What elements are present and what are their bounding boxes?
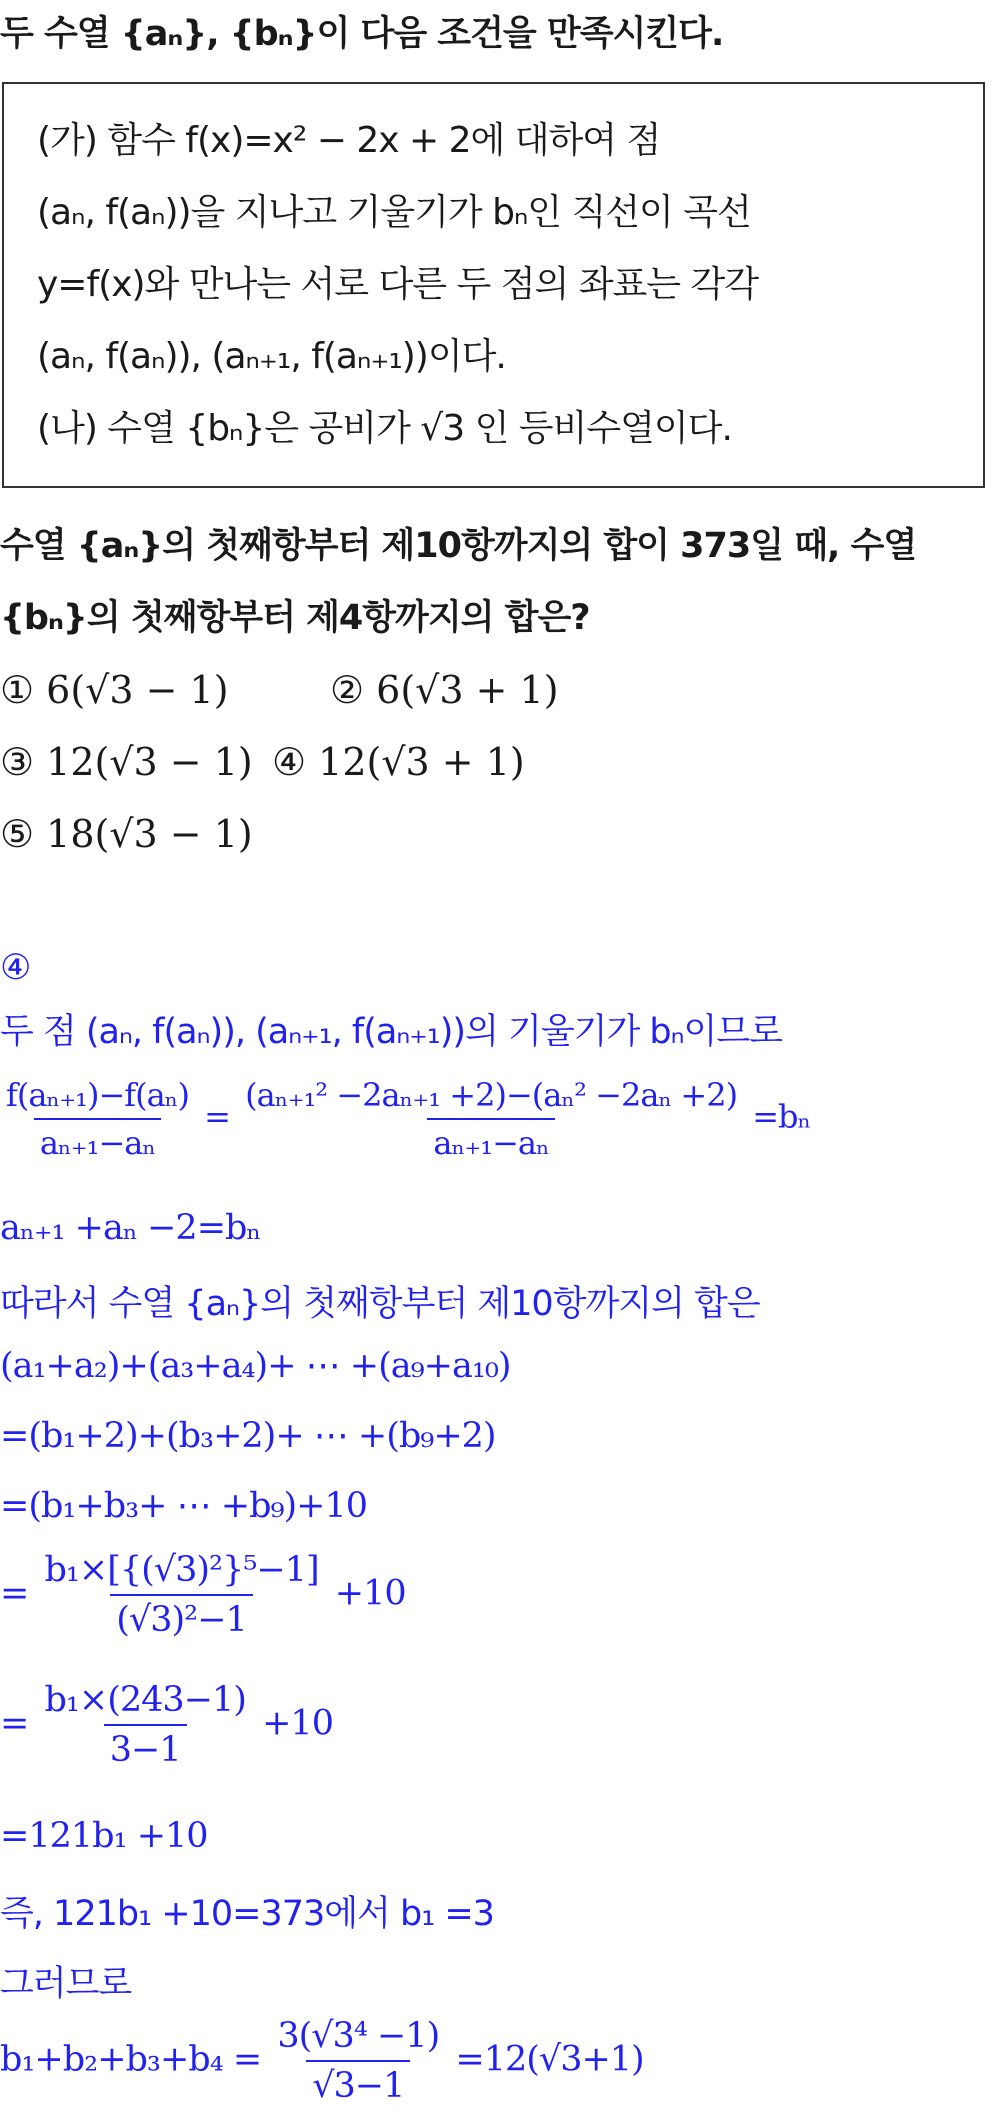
condition-na: (나) 수열 {bₙ}은 공비가 √3 인 등비수열이다. <box>37 408 732 449</box>
fraction-simplified-denominator: 3−1 <box>104 1724 187 1770</box>
condition-ga-line-2: (aₙ, f(aₙ))을 지나고 기울기가 bₙ인 직선이 곡선 <box>37 192 751 233</box>
solution-final-equation <box>0 2016 644 2106</box>
condition-ga-line-3: y=f(x)와 만나는 서로 다른 두 점의 좌표는 각각 <box>37 264 759 305</box>
choice-1[interactable]: ① 6(√3 − 1) <box>0 668 229 712</box>
problem-intro: 두 수열 {aₙ}, {bₙ}이 다음 조건을 만족시킨다. <box>0 14 724 54</box>
equation-rhs: =bₙ <box>752 1097 811 1136</box>
fraction-final-numerator: 3(√3⁴ −1) <box>277 2016 440 2056</box>
fraction-geometric-numerator: b₁×[{(√3)²}⁵−1] <box>44 1550 319 1590</box>
question-line-2: {bₙ}의 첫째항부터 제4항까지의 합은? <box>0 598 590 638</box>
solution-line-11: 즉, 121b₁ +10=373에서 b₁ =3 <box>0 1894 494 1934</box>
condition-ga-line-1: (가) 함수 f(x)=x² − 2x + 2에 대하여 점 <box>37 120 661 161</box>
solution-line-6: =(b₁+2)+(b₃+2)+ ⋯ +(b₉+2) <box>0 1416 496 1456</box>
simplified-rhs: +10 <box>262 1703 333 1744</box>
solution-equation-simplified <box>0 1680 333 1770</box>
solution-answer: ④ <box>0 948 31 988</box>
fraction-geometric-denominator: (√3)²−1 <box>110 1594 253 1640</box>
choice-4[interactable]: ④ 12(√3 + 1) <box>272 740 525 784</box>
equals-sign: = <box>204 1097 230 1136</box>
solution-line-1: 두 점 (aₙ, f(aₙ)), (aₙ₊₁, f(aₙ₊₁))의 기울기가 bₙ이므로 <box>0 1012 782 1052</box>
solution-line-3: aₙ₊₁ +aₙ −2=bₙ <box>0 1208 261 1248</box>
final-lhs: b₁+b₂+b₃+b₄ = <box>0 2039 262 2080</box>
fraction-final-denominator: √3−1 <box>306 2060 410 2106</box>
fraction-expanded <box>239 1076 743 1162</box>
final-rhs: =12(√3+1) <box>455 2039 644 2080</box>
fraction-slope <box>0 1076 195 1162</box>
equals-sign: = <box>0 1703 29 1744</box>
solution-line-7: =(b₁+b₃+ ⋯ +b₉)+10 <box>0 1486 368 1526</box>
fraction-simplified <box>38 1680 251 1770</box>
solution-line-10: =121b₁ +10 <box>0 1816 208 1856</box>
choice-3[interactable]: ③ 12(√3 − 1) <box>0 740 253 784</box>
fraction-expanded-denominator: aₙ₊₁−aₙ <box>427 1118 554 1162</box>
solution-equation-geometric-sum <box>0 1550 406 1640</box>
condition-ga-line-4: (aₙ, f(aₙ)), (aₙ₊₁, f(aₙ₊₁))이다. <box>37 336 506 377</box>
fraction-slope-denominator: aₙ₊₁−aₙ <box>34 1118 161 1162</box>
fraction-slope-numerator: f(aₙ₊₁)−f(aₙ) <box>6 1076 189 1114</box>
solution-line-5: (a₁+a₂)+(a₃+a₄)+ ⋯ +(a₉+a₁₀) <box>0 1346 511 1386</box>
equals-sign: = <box>0 1573 29 1614</box>
fraction-geometric-sum <box>38 1550 324 1640</box>
choice-5[interactable]: ⑤ 18(√3 − 1) <box>0 812 253 856</box>
fraction-final <box>271 2016 445 2106</box>
solution-line-12: 그러므로 <box>0 1964 132 2004</box>
choice-2[interactable]: ② 6(√3 + 1) <box>330 668 559 712</box>
solution-line-4: 따라서 수열 {aₙ}의 첫째항부터 제10항까지의 합은 <box>0 1284 760 1324</box>
fraction-simplified-numerator: b₁×(243−1) <box>44 1680 246 1720</box>
solution-equation-1 <box>0 1076 810 1162</box>
question-line-1: 수열 {aₙ}의 첫째항부터 제10항까지의 합이 373일 때, 수열 <box>0 526 917 566</box>
fraction-expanded-numerator: (aₙ₊₁² −2aₙ₊₁ +2)−(aₙ² −2aₙ +2) <box>245 1076 738 1114</box>
geometric-sum-rhs: +10 <box>334 1573 406 1614</box>
condition-box <box>2 82 985 488</box>
